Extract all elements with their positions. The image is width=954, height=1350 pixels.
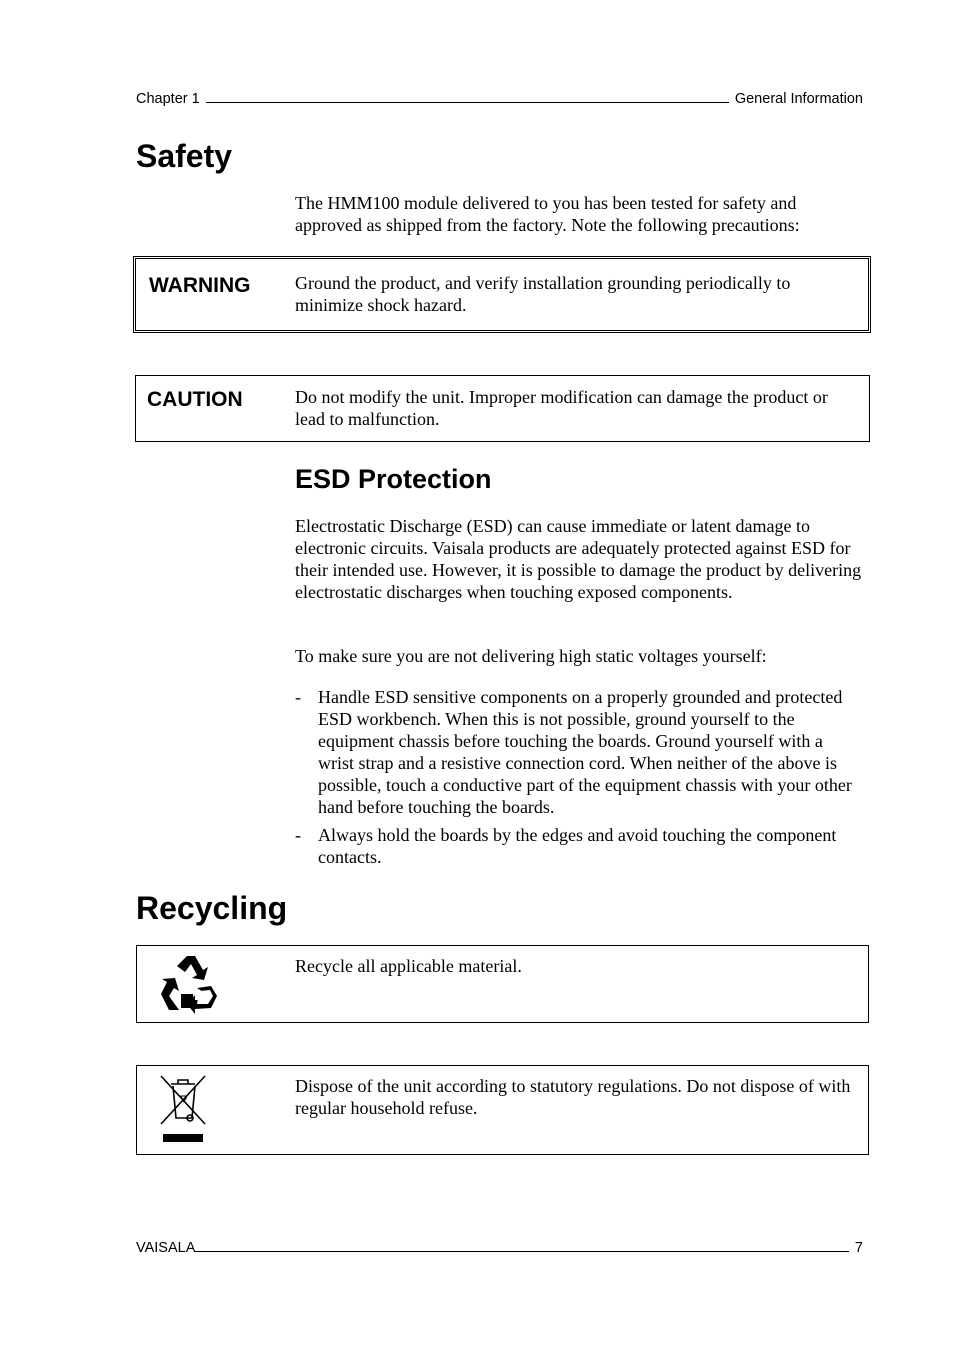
esd-paragraph: Electrostatic Discharge (ESD) can cause immediate or latent damage to electronic circuits. Vaisala products are adequately protected against ESD for their intended use. However, it is possible to damage the product by delivering electrostatic discharges when touching exposed components. xyxy=(295,516,862,602)
crossed-out-bin-icon xyxy=(157,1074,211,1146)
bullet-dash: - xyxy=(295,687,301,707)
caution-text: Do not modify the unit. Improper modification can damage the product or lead to malfunction. xyxy=(295,387,828,429)
recycle-notice xyxy=(136,945,869,1023)
recycling-heading: Recycling xyxy=(136,890,288,926)
esd-bullet-list xyxy=(295,686,861,874)
bullet-text: Handle ESD sensitive components on a properly grounded and protected ESD workbench. When this is not possible, ground yourself to the equipment chassis before touching the boards. Ground yourself with a wrist strap and a resistive connection cord. When neither of the above is possible, touch a conductive part of the equipment chassis with your other hand before touching the boards. xyxy=(318,687,852,817)
header-section: General Information xyxy=(734,91,863,107)
warning-box xyxy=(133,256,871,333)
header-rule xyxy=(206,90,729,103)
footer-rule xyxy=(195,1239,849,1252)
esd-heading: ESD Protection xyxy=(295,464,492,494)
safety-heading: Safety xyxy=(136,138,233,174)
bullet-text: Always hold the boards by the edges and avoid touching the component contacts. xyxy=(318,825,837,867)
warning-text: Ground the product, and verify installation grounding periodically to minimize shock hazard. xyxy=(295,273,791,315)
footer-brand: VAISALA xyxy=(136,1240,196,1256)
dispose-text: Dispose of the unit according to statutory regulations. Do not dispose of with regular household refuse. xyxy=(295,1076,851,1118)
safety-intro: The HMM100 module delivered to you has been tested for safety and approved as shipped from the factory. Note the following precautions: xyxy=(295,193,800,235)
esd-instruction: To make sure you are not delivering high static voltages yourself: xyxy=(295,646,767,666)
recycle-text: Recycle all applicable material. xyxy=(295,956,522,976)
caution-label: CAUTION xyxy=(147,388,243,411)
caution-box xyxy=(135,375,870,442)
recycle-icon xyxy=(157,954,221,1014)
warning-label: WARNING xyxy=(149,274,251,297)
page-number: 7 xyxy=(854,1240,863,1256)
header-chapter: Chapter 1 xyxy=(136,91,200,107)
dispose-notice xyxy=(136,1065,869,1155)
page-header xyxy=(136,90,863,107)
list-item xyxy=(295,686,861,818)
list-item xyxy=(295,824,861,868)
page-footer xyxy=(136,1239,863,1256)
bullet-dash: - xyxy=(295,825,301,845)
